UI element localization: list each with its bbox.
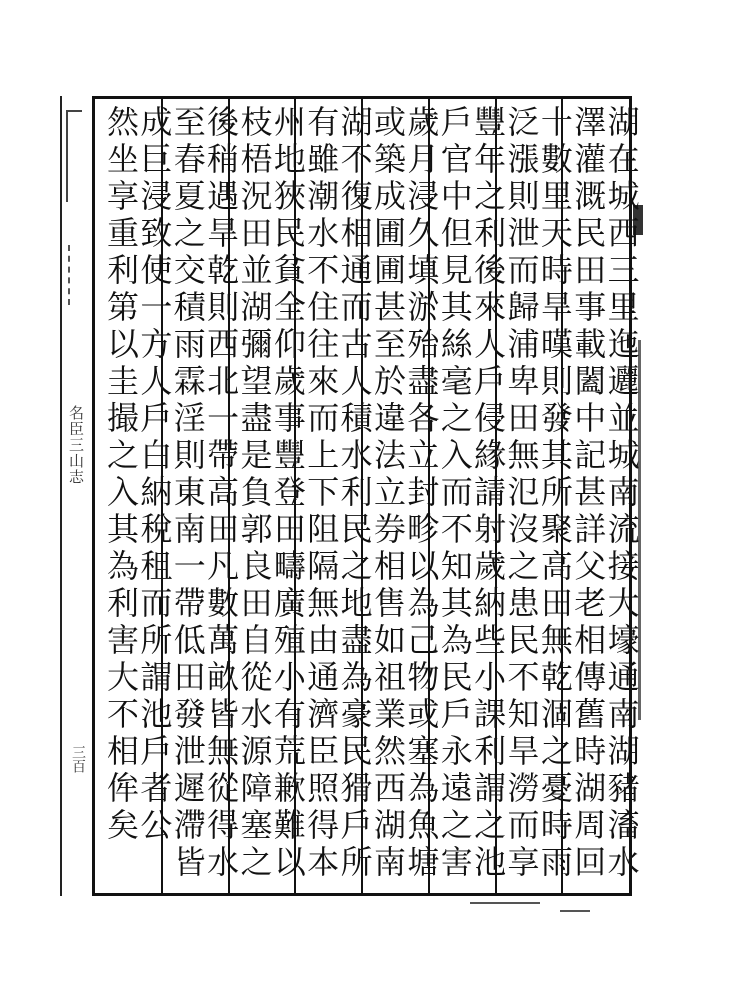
column-text: 至春夏之交積雨霖淫則東南一帶低田發泄遲滯皆 (168, 105, 207, 882)
column-text: 歲月浸久填淤殆盡各立封畛以為己物或塞為魚塘 (402, 105, 441, 882)
fold-mark (66, 110, 82, 202)
column-text: 後稍遇旱乾則西北一帶高田凡數萬畝皆無從得水 (202, 105, 241, 882)
column-text: 豐年之利後來人戶侵緣請射歲納些小課利謂之池 (469, 105, 508, 882)
column-text: 湖在城西三里迤邐並城南流接大壕通南湖豬滀水 (602, 105, 641, 882)
column-text: 有雖潮水不住往來而上下阻隔無由通濟臣照得本 (302, 105, 341, 882)
column-text: 澤灌溉民田事載闔中記甚詳父老相傳舊時湖周回 (569, 105, 608, 882)
column-text: 州地狹民貧全仰歲事豐登田疇廣殖小有荒歉難以 (268, 105, 307, 882)
column-text: 湖不復相通而古人積水利民之地盡為豪民猾戶所 (335, 105, 374, 882)
scan-speck (470, 902, 540, 904)
scan-speck (560, 910, 590, 912)
column-text: 或築成圃圃甚至於違法立券相售如祖業然西湖南 (369, 105, 407, 882)
column-text: 戶官中但見其絲毫之入而不知其為民戶永遠之害 (435, 105, 474, 882)
text-column (95, 99, 140, 893)
column-text: 泛漲則泄而歸浦卑田無氾沒之患民不知旱澇而享 (502, 105, 541, 882)
column-text: 然坐享重利第以圭撮之入其為利害大不相侔矣 (102, 105, 140, 845)
text-frame (92, 96, 641, 896)
fold-margin-text: 名臣三山志 (67, 405, 85, 485)
column-text: 枝梧況田並湖彌望盡是負郭良田自從水源障塞之 (235, 105, 274, 882)
fold-line (60, 96, 62, 896)
page-number: 三百 (70, 745, 86, 773)
column-text: 十數里天時旱暵則發其所聚高田無乾涸之憂時雨 (535, 105, 574, 882)
column-text: 成巨浸致使一方人戶白納稅租而所謂池戶者公 (135, 105, 174, 845)
fold-mark (68, 245, 84, 305)
